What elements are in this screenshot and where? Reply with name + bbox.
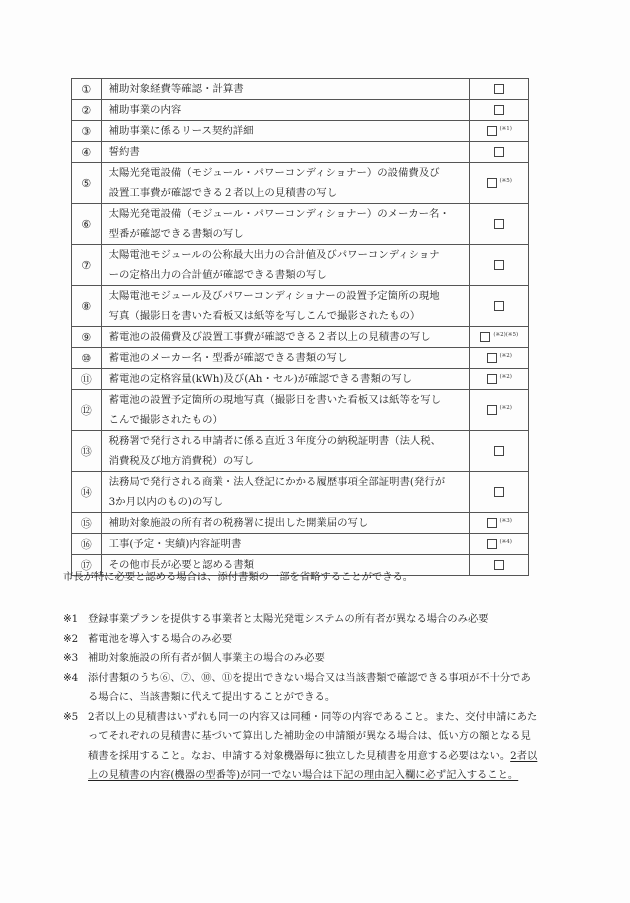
item-label-line: 消費税及び地方消費税）の写し [108, 455, 255, 467]
item-checkbox[interactable] [487, 374, 497, 384]
checklist-row [72, 245, 529, 286]
item-number: ② [72, 100, 102, 121]
item-label [101, 390, 470, 431]
item-check-cell [470, 431, 529, 472]
checklist-row [72, 472, 529, 513]
checklist-row [72, 142, 529, 163]
item-label [101, 142, 470, 163]
footnote-4 [63, 669, 538, 708]
item-number: ⑥ [72, 204, 102, 245]
attachment-checklist-table [71, 78, 529, 576]
checklist-row [72, 348, 529, 369]
item-check-cell [470, 390, 529, 431]
item-number: ⑮ [72, 513, 102, 534]
item-label-line: 太陽電池モジュール及びパワーコンディショナーの設置予定箇所の現地 [108, 290, 440, 302]
item-note-ref: (※1) [499, 125, 512, 132]
item-checkbox[interactable] [487, 126, 497, 136]
footnote-1 [63, 610, 538, 630]
checklist-row [72, 390, 529, 431]
item-checkbox[interactable] [487, 178, 497, 188]
item-number: ⑰ [72, 555, 102, 576]
item-label-line: 太陽光発電設備（モジュール・パワーコンディショナー）の設備費及び [108, 167, 440, 179]
item-label [101, 286, 470, 327]
item-number: ⑧ [72, 286, 102, 327]
footnote-text: 補助対象施設の所有者が個人事業主の場合のみ必要 [88, 652, 325, 664]
item-label-line: ーの定格出力の合計値が確認できる書類の写し [108, 269, 327, 281]
item-label-line: 写真（撮影日を書いた看板又は紙等を写しこんで撮影されたもの） [108, 310, 421, 322]
item-check-cell [470, 472, 529, 513]
footnote-text: 登録事業プランを提供する事業者と太陽光発電システムの所有者が異なる場合のみ必要 [88, 613, 489, 625]
footnote-text-plain: 2者以上の見積書はいずれも同一の内容又は同種・同等の内容であること。また、交付申請にあたってそれぞれの見積書に基づいて算出した補助金の申請額が異なる場合は、低い方の額となる見積書を採用すること。なお、申請する対象機器毎に独立した見積書を用意する必要はない。 [88, 710, 538, 762]
item-label-line: 補助対象施設の所有者の税務署に提出した開業届の写し [108, 517, 369, 529]
item-checkbox[interactable] [487, 518, 497, 528]
item-checkbox[interactable] [494, 560, 504, 570]
item-check-cell [470, 163, 529, 204]
checklist-row [72, 431, 529, 472]
checklist-row [72, 79, 529, 100]
checklist-row [72, 513, 529, 534]
item-label-line: 補助事業の内容 [108, 104, 182, 116]
item-checkbox[interactable] [487, 539, 497, 549]
item-note-ref: (※5) [499, 177, 512, 184]
item-number: ⑭ [72, 472, 102, 513]
checklist-row [72, 534, 529, 555]
item-checkbox[interactable] [487, 405, 497, 415]
item-check-cell [470, 555, 529, 576]
item-note-ref: (※4) [499, 538, 512, 545]
item-label-line: こんで撮影されたもの） [108, 414, 223, 426]
footnotes [63, 610, 538, 786]
item-label [101, 369, 470, 390]
item-label-line: 設置工事費が確認できる２者以上の見積書の写し [108, 187, 338, 199]
footnote-text: 蓄電池を導入する場合のみ必要 [88, 632, 233, 645]
item-number: ⑬ [72, 431, 102, 472]
item-label [101, 472, 470, 513]
item-check-cell [470, 369, 529, 390]
checklist-row [72, 327, 529, 348]
item-label [101, 327, 470, 348]
footnote-mark: ※3 [63, 652, 79, 664]
item-label [101, 79, 470, 100]
footnote-text: 添付書類のうち⑥、⑦、⑩、⑪を提出できない場合又は当該書類で確認できる事項が不十分である場合に、当該書類に代えて提出することができる。 [88, 671, 531, 703]
item-number: ⑯ [72, 534, 102, 555]
item-check-cell [470, 327, 529, 348]
item-label-line: 蓄電池の設備費及び設置工事費が確認できる２者以上の見積書の写し [108, 331, 431, 343]
item-number: ⑫ [72, 390, 102, 431]
item-label-line: 補助対象経費等確認・計算書 [108, 83, 244, 95]
item-label-line: 蓄電池のメーカー名・型番が確認できる書類の写し [108, 352, 348, 364]
item-label-line: 太陽光発電設備（モジュール・パワーコンディショナー）のメーカー名・ [108, 208, 450, 220]
item-label [101, 245, 470, 286]
item-checkbox[interactable] [494, 84, 504, 94]
item-checkbox[interactable] [487, 353, 497, 363]
item-check-cell [470, 100, 529, 121]
footnote-mark: ※1 [63, 613, 79, 625]
item-number: ⑪ [72, 369, 102, 390]
item-check-cell [470, 204, 529, 245]
item-check-cell [470, 121, 529, 142]
item-label-line: 誓約書 [108, 146, 140, 158]
item-label-line: その他市長が必要と認める書類 [108, 559, 255, 571]
item-check-cell [470, 79, 529, 100]
checklist-row [72, 369, 529, 390]
checklist-row [72, 163, 529, 204]
item-label-line: 税務署で発行される申請者に係る直近３年度分の納税証明書（法人税、 [108, 435, 442, 447]
item-number: ⑨ [72, 327, 102, 348]
item-number: ⑦ [72, 245, 102, 286]
item-label-line: 工事(予定・実績)内容証明書 [108, 538, 242, 550]
item-label [101, 121, 470, 142]
footnote-text [88, 708, 538, 786]
omission-note: 市長が特に必要と認める場合は、添付書類の一部を省略することができる。 [63, 571, 414, 583]
item-checkbox[interactable] [494, 219, 504, 229]
item-checkbox[interactable] [494, 301, 504, 311]
item-label-line: 型番が確認できる書類の写し [108, 228, 244, 240]
item-label [101, 534, 470, 555]
item-label-line: 法務局で発行される商業・法人登記にかかる履歴事項全部証明書(発行が [108, 476, 446, 488]
item-check-cell [470, 142, 529, 163]
item-checkbox[interactable] [494, 260, 504, 270]
item-label-line: 3か月以内のもの)の写し [108, 496, 224, 508]
item-check-cell [470, 286, 529, 327]
item-checkbox[interactable] [494, 446, 504, 456]
footnote-mark: ※4 [63, 671, 79, 684]
checklist-row [72, 286, 529, 327]
checklist-row [72, 100, 529, 121]
footnote-5 [63, 708, 538, 786]
footnote-3 [63, 649, 538, 669]
item-checkbox[interactable] [494, 147, 504, 157]
item-number: ⑩ [72, 348, 102, 369]
item-note-ref: (※2)(※5) [493, 331, 519, 338]
item-label [101, 431, 470, 472]
item-label-line: 蓄電池の設置予定箇所の現地写真（撮影日を書いた看板又は紙等を写し [108, 394, 442, 406]
item-label [101, 100, 470, 121]
item-check-cell [470, 348, 529, 369]
item-label-line: 蓄電池の定格容量(kWh)及び(Ah・セル)が確認できる書類の写し [108, 373, 413, 385]
item-label [101, 348, 470, 369]
item-note-ref: (※2) [499, 404, 512, 411]
item-checkbox[interactable] [494, 487, 504, 497]
item-label [101, 513, 470, 534]
footnote-mark: ※2 [63, 632, 79, 645]
footnote-mark: ※5 [63, 710, 79, 723]
item-number: ③ [72, 121, 102, 142]
item-label [101, 204, 470, 245]
item-label-line: 補助事業に係るリース契約詳細 [108, 125, 254, 137]
item-check-cell [470, 534, 529, 555]
item-note-ref: (※2) [499, 373, 512, 380]
item-label [101, 163, 470, 204]
item-note-ref: (※2) [499, 352, 512, 359]
item-label-line: 太陽電池モジュールの公称最大出力の合計値及びパワーコンディショナ [108, 249, 440, 261]
item-checkbox[interactable] [480, 332, 490, 342]
footnote-text-underlined: 2者以上の見積書の内容(機器の型番等)が同一でない場合は下記の理由記入欄に必ず記入すること。 [88, 749, 538, 781]
item-check-cell [470, 513, 529, 534]
checklist-row [72, 121, 529, 142]
item-note-ref: (※3) [499, 517, 512, 524]
item-number: ④ [72, 142, 102, 163]
item-number: ① [72, 79, 102, 100]
item-check-cell [470, 245, 529, 286]
checklist-row [72, 204, 529, 245]
item-number: ⑤ [72, 163, 102, 204]
footnote-2 [63, 630, 538, 650]
item-checkbox[interactable] [494, 105, 504, 115]
